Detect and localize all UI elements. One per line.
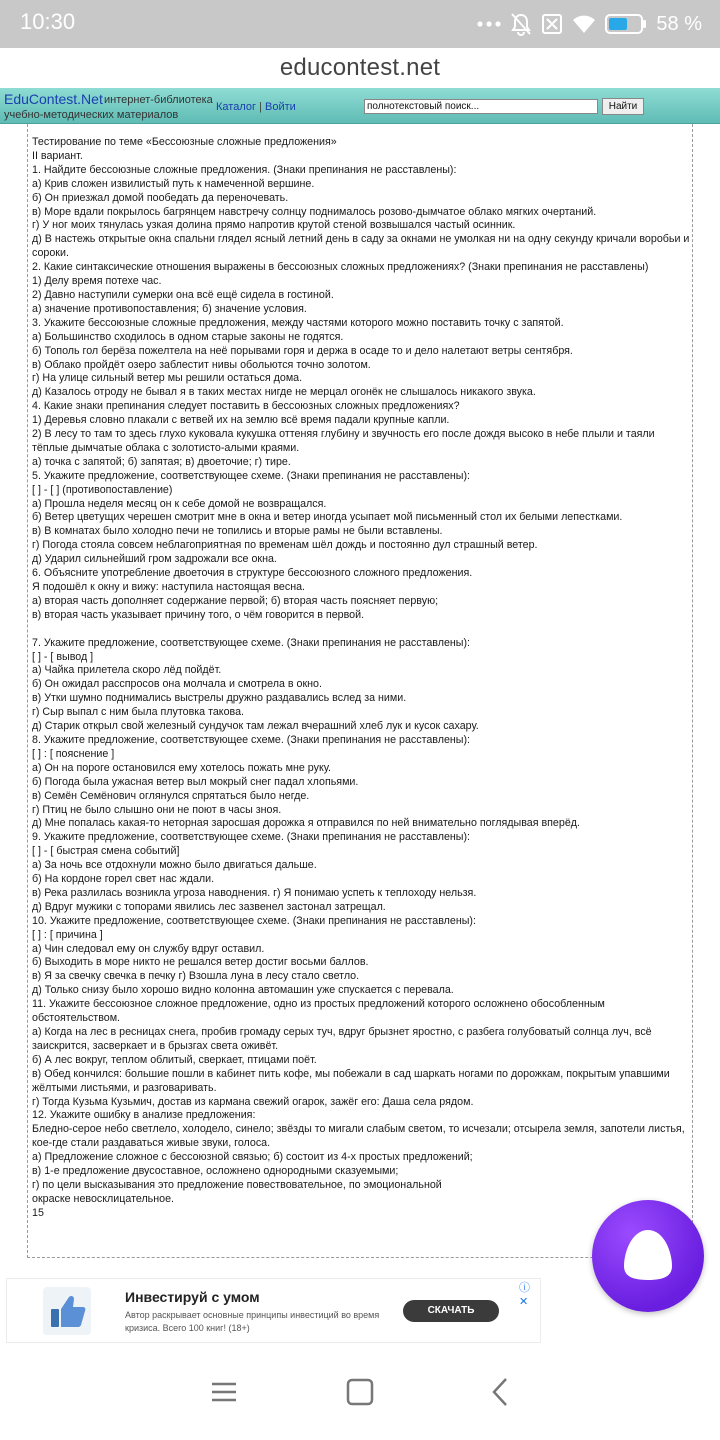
ad-download-button[interactable]: СКАЧАТЬ bbox=[403, 1300, 499, 1322]
login-link[interactable]: Войти bbox=[264, 101, 296, 113]
status-bar bbox=[0, 0, 720, 48]
ad-description: Автор раскрывает основные принципы инвестиций во время кризиса. Всего 100 книг! (18+) bbox=[125, 1310, 380, 1333]
no-sim-icon bbox=[541, 13, 563, 35]
status-time: 10:30 bbox=[20, 9, 76, 34]
home-square-icon[interactable] bbox=[344, 1376, 376, 1408]
nav-separator: | bbox=[259, 101, 262, 113]
url-text[interactable]: educontest.net bbox=[279, 54, 441, 81]
catalog-link[interactable]: Каталог bbox=[216, 101, 256, 113]
search-button[interactable]: Найти bbox=[602, 98, 644, 115]
voice-assistant-button[interactable] bbox=[592, 1200, 704, 1312]
thumbs-up-icon bbox=[43, 1287, 91, 1335]
battery-icon bbox=[605, 14, 647, 34]
status-icons bbox=[477, 10, 702, 38]
more-dots-icon bbox=[477, 20, 501, 28]
url-bar[interactable] bbox=[0, 48, 720, 88]
ad-close-icon[interactable]: ⓘ ✕ bbox=[519, 1281, 530, 1308]
alice-assistant-icon bbox=[620, 1226, 676, 1286]
header-nav bbox=[216, 101, 296, 113]
battery-percent: 58 % bbox=[656, 12, 702, 35]
ad-thumbnail bbox=[43, 1287, 91, 1335]
site-logo-link[interactable]: EduContest.Net bbox=[4, 91, 103, 107]
ad-title[interactable]: Инвестируй с умом bbox=[125, 1289, 260, 1305]
document-frame bbox=[27, 124, 693, 1258]
site-tagline: интернет-библиотека bbox=[104, 94, 213, 106]
ad-banner[interactable] bbox=[6, 1278, 541, 1343]
document-text: Тестирование по теме «Бессоюзные сложные предложения» II вариант. 1. Найдите бессоюзные сложные предложения. (Знаки препинания не расставлены): а) Крив сложен извилистый путь к намеченной вершине. б) Он приезжал домой пообедать да переночевать. в) Море вдали покрылось багрянцем навстречу солнцу поднималось розово-дымчатое облако мягких очертаний. г) У ног моих тянулась узкая долина прямо напротив крутой стеной возвышался частый осинник. д) В настежь открытые окна спальни глядел ясный летний день в саду за окнами не умолкая ни на одну секунду кричали воробьи и сороки. 2. Какие синтаксические отношения выражены в бессоюзных сложных предложениях? (Знаки препинания не расставлены) 1) Делу время потехе час. 2) Давно наступили сумерки она всё ещё сидела в гостиной. а) значение противопоставления; б) значение условия. 3. Укажите бессоюзные сложные предложения, между частями которого можно поставить точку с запятой. а) Большинство сходилось в одном старые законы не годятся. б) Тополь гол берёза пожелтела на неё порывами горя и держа в осаде то и дело налетают ветры сентября. в) Облако пройдёт озеро заблестит нивы обольются точно золотом. г) На улице сильный ветер мы решили остаться дома. д) Казалось отроду не бывал я в таких местах нигде не мерцал огонёк не слышалось никакого звука. 4. Какие знаки препинания следует поставить в бессоюзных сложных предложениях? 1) Деревья словно плакали с ветвей их на землю всё время падали крупные капли. 2) В лесу то там то здесь глухо куковала кукушка оттеняя глубину и звучность его после дождя высоко в небе плыли и таяли тёплые дымчатые облака с золотисто-алыми краями. а) точка с запятой; б) запятая; в) двоеточие; г) тире. 5. Укажите предложение, соответствующее схеме. (Знаки препинания не расставлены): [ ] - [ ] (противопоставление) а) Прошла неделя месяц он к себе домой не возвращался. б) Ветер цветущих черешен смотрит мне в окна и ветер иногда усыпает мой письменный стол их белыми лепестками. в) В комнатах было холодно печи не топились и вторые рамы не были вставлены. г) Погода стояла совсем неблагоприятная по временам шёл дождь и постоянно дул страшный ветер. д) Ударил сильнейший гром задрожали все окна. 6. Объясните употребление двоеточия в структуре бессоюзного сложного предложения. Я подошёл к окну и вижу: наступила настоящая весна. а) вторая часть дополняет содержание первой; б) вторая часть поясняет первую; в) вторая часть указывает причину того, о чём говорится в первой. 7. Укажите предложение, соответствующее схеме. (Знаки препинания не расставлены): [ ] - [ вывод ] а) Чайка прилетела скоро лёд пойдёт. б) Он ожидал расспросов она молчала и смотрела в окно. в) Утки шумно поднимались выстрелы дружно раздавались вслед за ними. г) Сыр выпал с ним была плутовка такова. д) Старик открыл свой железный сундучок там лежал вчерашний хлеб лук и кусок сахару. 8. Укажите предложение, соответствующее схеме. (Знаки препинания не расставлены): [ ] : [ пояснение ] а) Он на пороге остановился ему хотелось пожать мне руку. б) Погода была ужасная ветер выл мокрый снег падал хлопьями. в) Семён Семёнович оглянулся спрятаться было негде. г) Птиц не было слышно они не поют в часы зноя. д) Мне попалась какая-то неторная заросшая дорожка я отправился по ней внимательно поглядывая вперёд. 9. Укажите предложение, соответствующее схеме. (Знаки препинания не расставлены): [ ] - [ быстрая смена событий] а) За ночь все отдохнули можно было двигаться дальше. б) На кордоне горел свет нас ждали. в) Река разлилась возникла угроза наводнения. г) Я понимаю успеть к теплоходу нельзя. д) Вдруг мужики с топорами явились лес зазвенел застонал затрещал. 10. Укажите предложение, соответствующее схеме. (Знаки препинания не расставлены): [ ] : [ причина ] а) Чин следовал ему он службу вдруг оставил. б) Выходить в море никто не решался ветер достиг восьми баллов. в) Я за свечку свечка в печку г) Взошла луна в лесу стало светло. д) Только снизу было хорошо видно колонна автомашин уже спускается с перевала. 11. Укажите бессоюзное сложное предложение, одно из простых предложений которого осложнено обособленным обстоятельством. а) Когда на лес в ресницах снега, пробив громаду серых туч, вдруг брызнет яростно, с разбега голубоватый солнца луч, всё заискрится, засверкает и в брызгах света оживёт. б) А лес вокруг, теплом облитый, сверкает, птицами поёт. в) Обед кончился: большие пошли в кабинет пить кофе, мы побежали в сад шаркать ногами по дорожкам, покрытым упавшими жёлтыми листьями, и разговаривать. г) Тогда Кузьма Кузьмич, достав из кармана свежий огарок, зажёг его: Даша села рядом. 12. Укажите ошибку в анализе предложения: Бледно-серое небо светлело, холодело, синело; звёзды то мигали слабым светом, то исчезали; отсырела земля, запотели листья, кое-где стали раздаваться живые звуки, голоса. а) Предложение сложное с бессоюзной связью; б) состоит из 4-х простых предложений; в) 1-е предложение двусоставное, осложнено однородными сказуемыми; г) по цели высказывания это предложение повествовательное, по эмоциональной окраске невосклицательное. 15 bbox=[32, 136, 690, 1219]
site-tagline-second: учебно-методических материалов bbox=[4, 109, 179, 121]
menu-icon[interactable] bbox=[208, 1376, 240, 1408]
search-input[interactable]: полнотекстовый поиск... bbox=[364, 99, 598, 114]
back-chevron-icon[interactable] bbox=[484, 1376, 516, 1408]
wifi-icon bbox=[572, 14, 596, 34]
bell-muted-icon bbox=[510, 12, 532, 36]
system-nav-bar bbox=[0, 1344, 720, 1440]
